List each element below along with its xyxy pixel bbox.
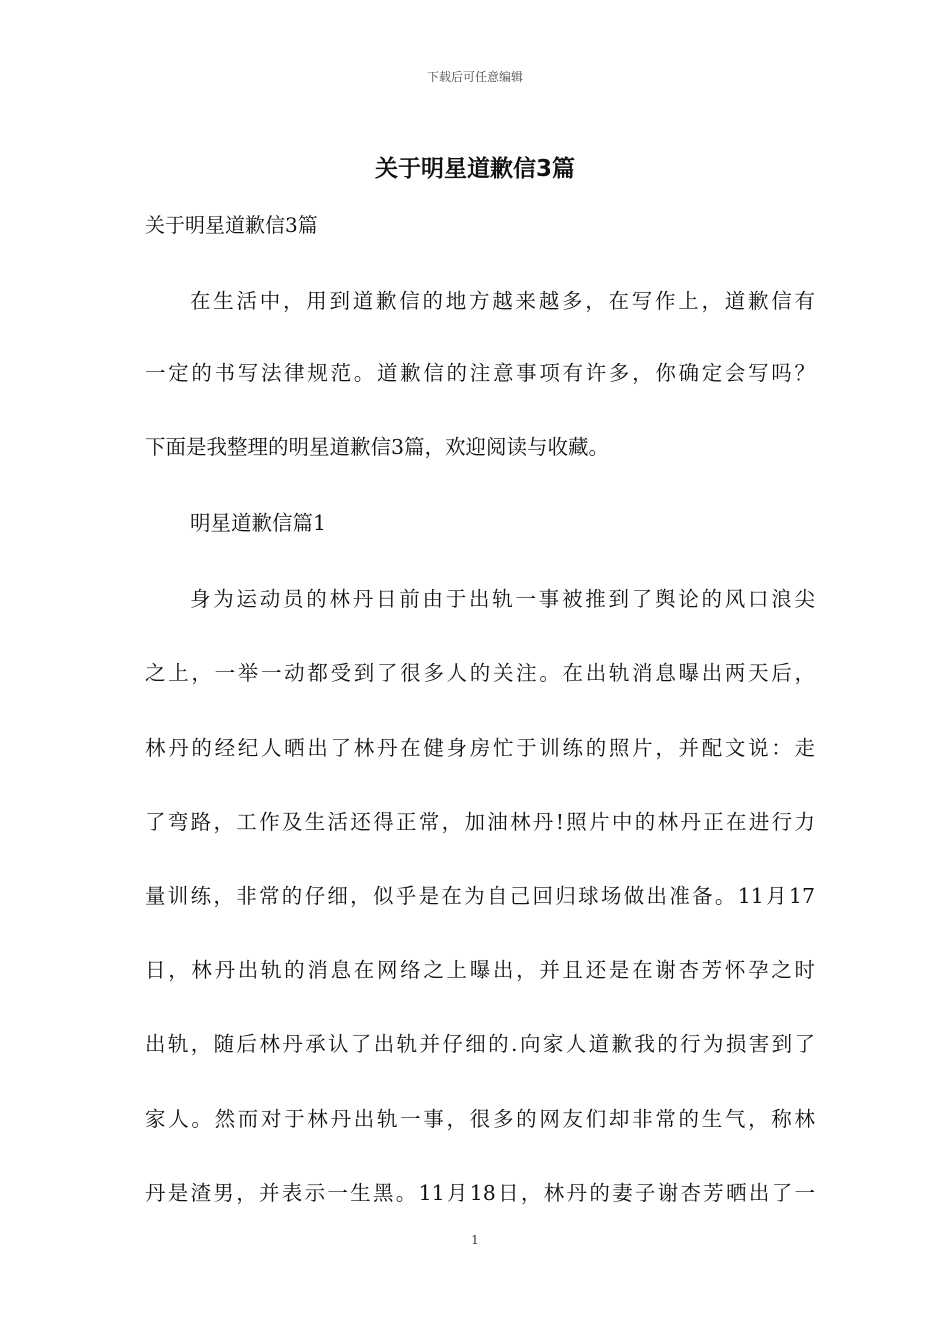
- body-line: 林丹的经纪人晒出了林丹在健身房忙于训练的照片，并配文说：走: [145, 736, 815, 760]
- section-heading: 明星道歉信篇1: [190, 511, 327, 535]
- body-line: 身为运动员的林丹日前由于出轨一事被推到了舆论的风口浪尖: [190, 587, 815, 611]
- body-line: 了弯路，工作及生活还得正常，加油林丹!照片中的林丹正在进行力: [145, 810, 815, 834]
- page-number: 1: [471, 1233, 479, 1247]
- body-line: 丹是渣男，并表示一生黑。11月18日，林丹的妻子谢杏芳晒出了一: [145, 1181, 815, 1205]
- body-line: 家人。然而对于林丹出轨一事，很多的网友们却非常的生气，称林: [145, 1107, 815, 1131]
- document-subtitle: 关于明星道歉信3篇: [145, 213, 318, 237]
- intro-line: 在生活中，用到道歉信的地方越来越多，在写作上，道歉信有: [190, 289, 815, 313]
- body-line: 日，林丹出轨的消息在网络之上曝出，并且还是在谢杏芳怀孕之时: [145, 958, 815, 982]
- intro-line: 一定的书写法律规范。道歉信的注意事项有许多，你确定会写吗？: [145, 361, 815, 385]
- header-note: 下载后可任意编辑: [426, 70, 523, 84]
- body-line: 量训练，非常的仔细，似乎是在为自己回归球场做出准备。11月17: [145, 884, 815, 908]
- intro-line: 下面是我整理的明星道歉信3篇，欢迎阅读与收藏。: [145, 435, 610, 459]
- body-line: 之上，一举一动都受到了很多人的关注。在出轨消息曝出两天后，: [145, 661, 815, 685]
- body-line: 出轨，随后林丹承认了出轨并仔细的.向家人道歉我的行为损害到了: [145, 1032, 815, 1056]
- document-title: 关于明星道歉信3篇: [374, 156, 575, 182]
